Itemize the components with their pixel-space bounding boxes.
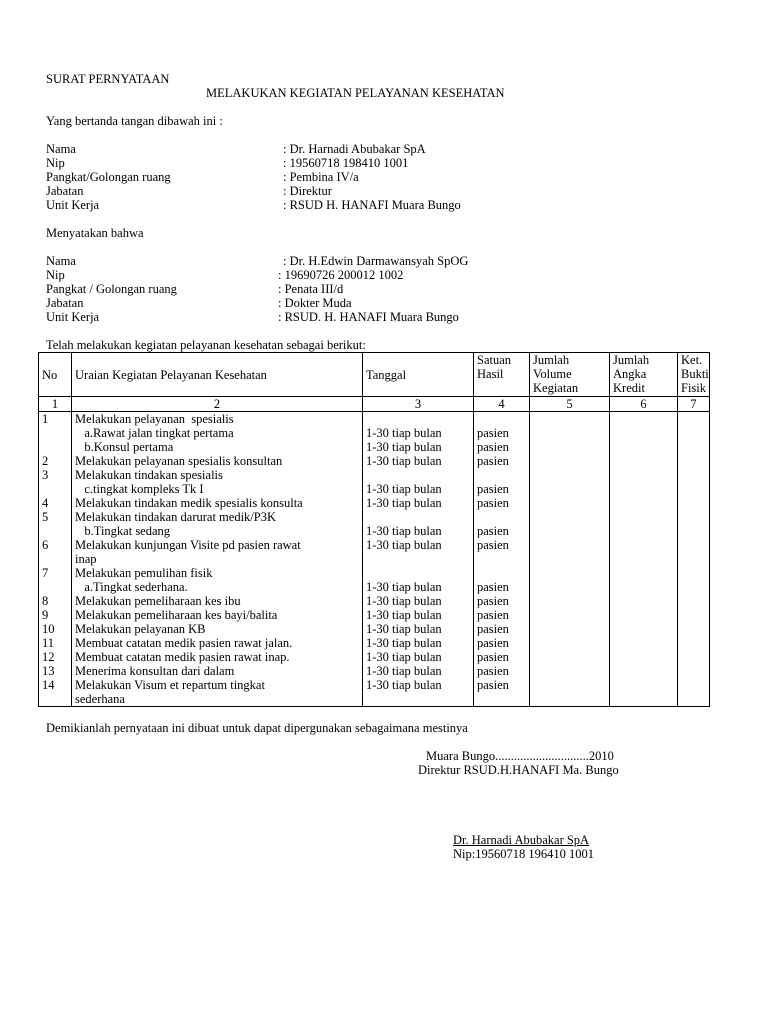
subject-position-label: Jabatan xyxy=(46,296,84,310)
row-tanggal: 1-30 tiap bulan xyxy=(363,636,474,650)
row-bukti xyxy=(678,440,710,454)
row-volume xyxy=(530,412,610,427)
signer-position-label: Jabatan xyxy=(46,184,84,198)
row-angka xyxy=(610,426,678,440)
col-number: 6 xyxy=(610,397,678,412)
row-satuan: pasien xyxy=(474,426,530,440)
table-body xyxy=(39,412,710,707)
table-row xyxy=(39,482,710,496)
row-satuan xyxy=(474,510,530,524)
row-uraian: Membuat catatan medik pasien rawat inap. xyxy=(72,650,363,664)
row-volume xyxy=(530,692,610,707)
table-row xyxy=(39,650,710,664)
document-title: SURAT PERNYATAAN xyxy=(46,72,170,86)
header-angka-line2: Angka xyxy=(613,367,647,381)
place-date: Muara Bungo..............................2010 xyxy=(426,749,614,763)
row-satuan xyxy=(474,552,530,566)
subject-name-label: Nama xyxy=(46,254,76,268)
row-angka xyxy=(610,608,678,622)
signature-nip: Nip:19560718 196410 1001 xyxy=(453,847,594,861)
table-row xyxy=(39,468,710,482)
row-bukti xyxy=(678,594,710,608)
row-angka xyxy=(610,482,678,496)
row-tanggal: 1-30 tiap bulan xyxy=(363,622,474,636)
row-bukti xyxy=(678,538,710,552)
row-satuan xyxy=(474,692,530,707)
header-bukti-line2: Bukti xyxy=(681,367,709,381)
row-tanggal xyxy=(363,412,474,427)
signer-position-value: : Direktur xyxy=(283,184,332,198)
row-volume xyxy=(530,440,610,454)
row-satuan: pasien xyxy=(474,580,530,594)
row-bukti xyxy=(678,482,710,496)
row-volume xyxy=(530,566,610,580)
row-no: 9 xyxy=(39,608,72,622)
row-volume xyxy=(530,538,610,552)
signer-nip-value: : 19560718 198410 1001 xyxy=(283,156,409,170)
row-no: 12 xyxy=(39,650,72,664)
row-satuan: pasien xyxy=(474,524,530,538)
row-no: 7 xyxy=(39,566,72,580)
subject-name-value: : Dr. H.Edwin Darmawansyah SpOG xyxy=(283,254,469,268)
row-volume xyxy=(530,636,610,650)
row-tanggal: 1-30 tiap bulan xyxy=(363,580,474,594)
row-no: 8 xyxy=(39,594,72,608)
table-row xyxy=(39,454,710,468)
subject-unit-label: Unit Kerja xyxy=(46,310,100,324)
row-bukti xyxy=(678,566,710,580)
row-volume xyxy=(530,510,610,524)
row-no xyxy=(39,440,72,454)
row-uraian: Melakukan pemulihan fisik xyxy=(72,566,363,580)
signer-name-value: : Dr. Harnadi Abubakar SpA xyxy=(283,142,426,156)
row-bukti xyxy=(678,454,710,468)
row-satuan: pasien xyxy=(474,482,530,496)
row-uraian: b.Tingkat sedang xyxy=(72,524,363,538)
row-angka xyxy=(610,664,678,678)
row-angka xyxy=(610,510,678,524)
header-volume-line3: Kegiatan xyxy=(533,381,579,395)
col-number: 7 xyxy=(678,397,710,412)
signature-name: Dr. Harnadi Abubakar SpA xyxy=(453,833,590,847)
row-tanggal: 1-30 tiap bulan xyxy=(363,664,474,678)
row-angka xyxy=(610,650,678,664)
header-tanggal: Tanggal xyxy=(363,353,474,397)
row-tanggal xyxy=(363,566,474,580)
row-bukti xyxy=(678,510,710,524)
subject-rank-value: : Penata III/d xyxy=(278,282,344,296)
row-no: 1 xyxy=(39,412,72,427)
row-volume xyxy=(530,608,610,622)
header-satuan-line1: Satuan xyxy=(477,353,512,367)
col-number: 5 xyxy=(530,397,610,412)
row-satuan xyxy=(474,468,530,482)
header-bukti xyxy=(678,353,710,397)
row-uraian: Melakukan pelayanan KB xyxy=(72,622,363,636)
row-satuan: pasien xyxy=(474,440,530,454)
row-volume xyxy=(530,664,610,678)
table-row xyxy=(39,426,710,440)
table-intro: Telah melakukan kegiatan pelayanan kesehatan sebagai berikut: xyxy=(46,338,366,352)
table-row xyxy=(39,510,710,524)
row-volume xyxy=(530,678,610,692)
row-tanggal: 1-30 tiap bulan xyxy=(363,496,474,510)
header-uraian: Uraian Kegiatan Pelayanan Kesehatan xyxy=(72,353,363,397)
header-angka-line1: Jumlah xyxy=(613,353,650,367)
row-bukti xyxy=(678,468,710,482)
row-uraian: Melakukan Visum et repartum tingkat xyxy=(72,678,363,692)
row-tanggal: 1-30 tiap bulan xyxy=(363,594,474,608)
row-angka xyxy=(610,538,678,552)
row-bukti xyxy=(678,552,710,566)
signer-nip-label: Nip xyxy=(46,156,65,170)
table-row xyxy=(39,538,710,552)
subject-unit-value: : RSUD. H. HANAFI Muara Bungo xyxy=(278,310,459,324)
table-row xyxy=(39,566,710,580)
row-bukti xyxy=(678,496,710,510)
header-satuan-line2: Hasil xyxy=(477,367,504,381)
row-volume xyxy=(530,524,610,538)
row-volume xyxy=(530,594,610,608)
table-row xyxy=(39,622,710,636)
row-bukti xyxy=(678,636,710,650)
signer-unit-value: : RSUD H. HANAFI Muara Bungo xyxy=(283,198,461,212)
row-angka xyxy=(610,566,678,580)
statement-text: Menyatakan bahwa xyxy=(46,226,144,240)
row-uraian: Melakukan pelayanan spesialis konsultan xyxy=(72,454,363,468)
table-row xyxy=(39,678,710,692)
row-satuan: pasien xyxy=(474,608,530,622)
header-volume-line1: Jumlah xyxy=(533,353,570,367)
row-no: 2 xyxy=(39,454,72,468)
row-tanggal: 1-30 tiap bulan xyxy=(363,426,474,440)
header-no: No xyxy=(39,353,72,397)
row-volume xyxy=(530,552,610,566)
row-bukti xyxy=(678,692,710,707)
col-number: 2 xyxy=(72,397,363,412)
table-row xyxy=(39,636,710,650)
row-tanggal: 1-30 tiap bulan xyxy=(363,650,474,664)
signer-rank-value: : Pembina IV/a xyxy=(283,170,359,184)
col-number: 1 xyxy=(39,397,72,412)
row-angka xyxy=(610,622,678,636)
row-bukti xyxy=(678,580,710,594)
closing-text: Demikianlah pernyataan ini dibuat untuk dapat dipergunakan sebagaimana mestinya xyxy=(46,721,468,735)
row-no xyxy=(39,580,72,594)
row-volume xyxy=(530,622,610,636)
table-row xyxy=(39,664,710,678)
header-angka-line3: Kredit xyxy=(613,381,645,395)
row-no xyxy=(39,692,72,707)
row-bukti xyxy=(678,650,710,664)
row-satuan: pasien xyxy=(474,636,530,650)
row-uraian: c.tingkat kompleks Tk I xyxy=(72,482,363,496)
row-uraian: Menerima konsultan dari dalam xyxy=(72,664,363,678)
row-no: 5 xyxy=(39,510,72,524)
table-row xyxy=(39,552,710,566)
row-no xyxy=(39,426,72,440)
row-volume xyxy=(530,580,610,594)
row-no: 3 xyxy=(39,468,72,482)
row-no xyxy=(39,552,72,566)
row-angka xyxy=(610,692,678,707)
row-tanggal: 1-30 tiap bulan xyxy=(363,538,474,552)
row-angka xyxy=(610,636,678,650)
row-tanggal xyxy=(363,692,474,707)
row-uraian: Melakukan kunjungan Visite pd pasien rawat xyxy=(72,538,363,552)
signer-name-label: Nama xyxy=(46,142,76,156)
row-no xyxy=(39,482,72,496)
row-angka xyxy=(610,594,678,608)
signer-title: Direktur RSUD.H.HANAFI Ma. Bungo xyxy=(418,763,619,777)
subject-nip-label: Nip xyxy=(46,268,65,282)
row-volume xyxy=(530,496,610,510)
row-satuan: pasien xyxy=(474,664,530,678)
table-row xyxy=(39,412,710,427)
row-angka xyxy=(610,496,678,510)
row-bukti xyxy=(678,664,710,678)
row-uraian: Melakukan pelayanan spesialis xyxy=(72,412,363,427)
table-row xyxy=(39,692,710,707)
row-no: 10 xyxy=(39,622,72,636)
row-no: 13 xyxy=(39,664,72,678)
row-satuan: pasien xyxy=(474,678,530,692)
header-angka xyxy=(610,353,678,397)
row-tanggal xyxy=(363,468,474,482)
row-uraian: b.Konsul pertama xyxy=(72,440,363,454)
table-row xyxy=(39,594,710,608)
row-angka xyxy=(610,552,678,566)
row-volume xyxy=(530,650,610,664)
row-satuan: pasien xyxy=(474,538,530,552)
row-satuan: pasien xyxy=(474,622,530,636)
row-bukti xyxy=(678,622,710,636)
row-tanggal xyxy=(363,552,474,566)
row-volume xyxy=(530,454,610,468)
table-row xyxy=(39,608,710,622)
intro-text: Yang bertanda tangan dibawah ini : xyxy=(46,114,223,128)
row-uraian: inap xyxy=(72,552,363,566)
signer-unit-label: Unit Kerja xyxy=(46,198,100,212)
row-angka xyxy=(610,524,678,538)
row-satuan: pasien xyxy=(474,496,530,510)
row-volume xyxy=(530,426,610,440)
row-bukti xyxy=(678,412,710,427)
table-row xyxy=(39,496,710,510)
row-satuan xyxy=(474,412,530,427)
row-tanggal xyxy=(363,510,474,524)
row-satuan xyxy=(474,566,530,580)
row-uraian: sederhana xyxy=(72,692,363,707)
row-no: 11 xyxy=(39,636,72,650)
subject-rank-label: Pangkat / Golongan ruang xyxy=(46,282,177,296)
col-number: 4 xyxy=(474,397,530,412)
row-angka xyxy=(610,454,678,468)
row-no: 4 xyxy=(39,496,72,510)
document-subtitle: MELAKUKAN KEGIATAN PELAYANAN KESEHATAN xyxy=(206,86,505,100)
row-uraian: Melakukan pemeliharaan kes ibu xyxy=(72,594,363,608)
row-angka xyxy=(610,440,678,454)
header-volume xyxy=(530,353,610,397)
table-header-row xyxy=(39,353,710,397)
row-tanggal: 1-30 tiap bulan xyxy=(363,678,474,692)
row-volume xyxy=(530,482,610,496)
row-tanggal: 1-30 tiap bulan xyxy=(363,608,474,622)
row-angka xyxy=(610,580,678,594)
row-angka xyxy=(610,678,678,692)
row-bukti xyxy=(678,608,710,622)
activity-table xyxy=(38,352,710,707)
row-uraian: Melakukan tindakan spesialis xyxy=(72,468,363,482)
row-uraian: a.Tingkat sederhana. xyxy=(72,580,363,594)
subject-nip-value: : 19690726 200012 1002 xyxy=(278,268,404,282)
row-angka xyxy=(610,468,678,482)
row-volume xyxy=(530,468,610,482)
row-tanggal: 1-30 tiap bulan xyxy=(363,524,474,538)
row-no: 14 xyxy=(39,678,72,692)
row-bukti xyxy=(678,426,710,440)
header-bukti-line1: Ket. xyxy=(681,353,703,367)
signer-rank-label: Pangkat/Golongan ruang xyxy=(46,170,171,184)
header-satuan xyxy=(474,353,530,397)
row-tanggal: 1-30 tiap bulan xyxy=(363,454,474,468)
row-no: 6 xyxy=(39,538,72,552)
column-number-row xyxy=(39,397,710,412)
row-no xyxy=(39,524,72,538)
subject-position-value: : Dokter Muda xyxy=(278,296,352,310)
header-volume-line2: Volume xyxy=(533,367,572,381)
row-uraian: Membuat catatan medik pasien rawat jalan. xyxy=(72,636,363,650)
row-uraian: Melakukan pemeliharaan kes bayi/balita xyxy=(72,608,363,622)
row-bukti xyxy=(678,678,710,692)
header-bukti-line3: Fisik xyxy=(681,381,707,395)
table-row xyxy=(39,580,710,594)
row-uraian: Melakukan tindakan medik spesialis konsulta xyxy=(72,496,363,510)
table-row xyxy=(39,440,710,454)
row-tanggal: 1-30 tiap bulan xyxy=(363,440,474,454)
row-angka xyxy=(610,412,678,427)
row-satuan: pasien xyxy=(474,650,530,664)
table-row xyxy=(39,524,710,538)
row-satuan: pasien xyxy=(474,454,530,468)
row-bukti xyxy=(678,524,710,538)
row-uraian: Melakukan tindakan darurat medik/P3K xyxy=(72,510,363,524)
col-number: 3 xyxy=(363,397,474,412)
row-uraian: a.Rawat jalan tingkat pertama xyxy=(72,426,363,440)
row-satuan: pasien xyxy=(474,594,530,608)
row-tanggal: 1-30 tiap bulan xyxy=(363,482,474,496)
